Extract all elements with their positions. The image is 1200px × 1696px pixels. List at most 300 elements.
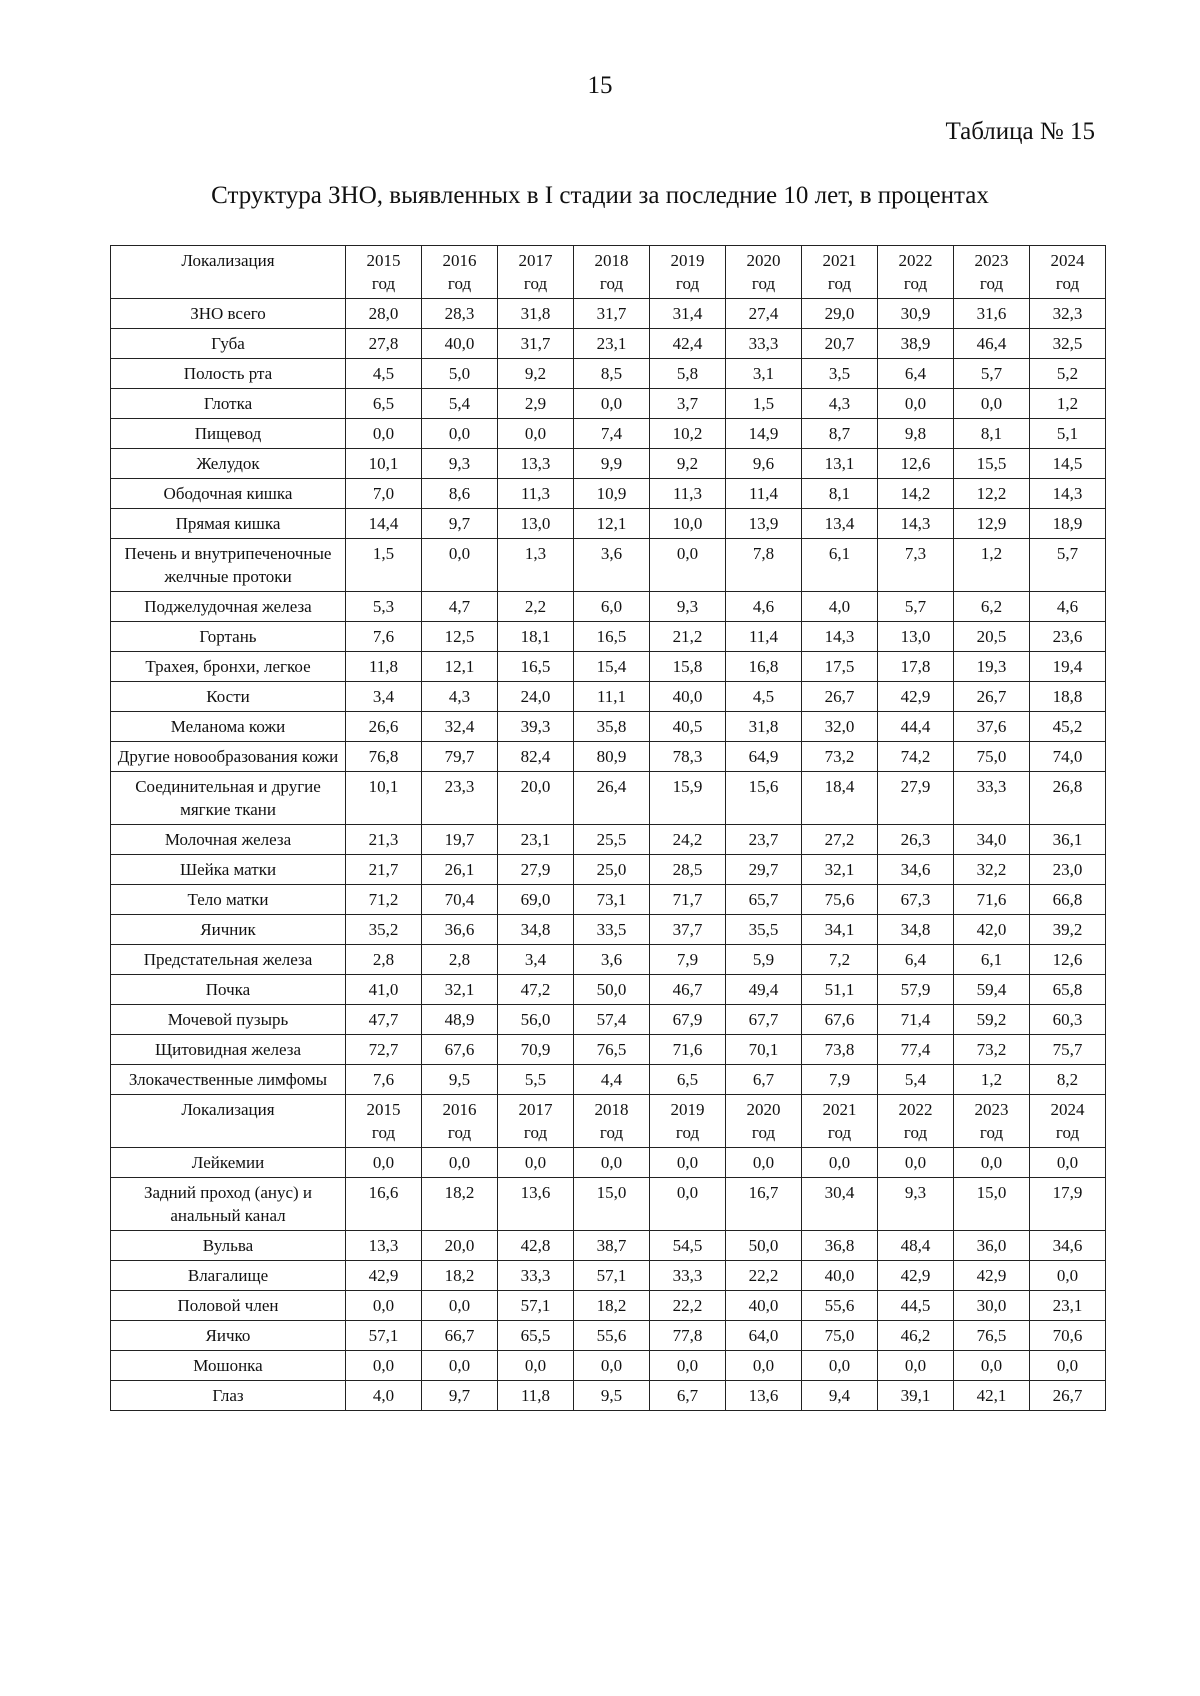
table-cell: 71,7 (650, 885, 726, 915)
table-cell: 45,2 (1030, 712, 1106, 742)
table-cell: 42,9 (954, 1261, 1030, 1291)
table-cell: 66,8 (1030, 885, 1106, 915)
table-cell: 0,0 (498, 1351, 574, 1381)
table-cell: 18,2 (422, 1178, 498, 1231)
table-row (111, 1178, 1106, 1231)
header-year: 2023 год (954, 1095, 1030, 1148)
table-cell: 23,1 (1030, 1291, 1106, 1321)
row-label: Желудок (111, 449, 346, 479)
table-cell: 37,7 (650, 915, 726, 945)
header-year: 2019 год (650, 246, 726, 299)
table-cell: 13,4 (802, 509, 878, 539)
row-label: Мошонка (111, 1351, 346, 1381)
table-cell: 9,7 (422, 509, 498, 539)
table-cell: 32,5 (1030, 329, 1106, 359)
table-cell: 4,6 (1030, 592, 1106, 622)
header-year: 2021 год (802, 1095, 878, 1148)
table-cell: 32,2 (954, 855, 1030, 885)
table-cell: 44,4 (878, 712, 954, 742)
table-cell: 0,0 (422, 539, 498, 592)
table-cell: 0,0 (726, 1351, 802, 1381)
table-cell: 70,9 (498, 1035, 574, 1065)
table-row (111, 449, 1106, 479)
header-row (111, 1095, 1106, 1148)
table-cell: 9,3 (878, 1178, 954, 1231)
table-cell: 12,1 (422, 652, 498, 682)
table-row (111, 682, 1106, 712)
table-cell: 18,8 (1030, 682, 1106, 712)
table-cell: 60,3 (1030, 1005, 1106, 1035)
table-cell: 28,5 (650, 855, 726, 885)
table-cell: 76,8 (346, 742, 422, 772)
table-cell: 33,3 (498, 1261, 574, 1291)
table-row (111, 1231, 1106, 1261)
table-cell: 34,6 (1030, 1231, 1106, 1261)
table-cell: 8,1 (954, 419, 1030, 449)
header-year: 2021 год (802, 246, 878, 299)
table-cell: 9,3 (650, 592, 726, 622)
table-cell: 26,8 (1030, 772, 1106, 825)
table-cell: 31,7 (498, 329, 574, 359)
table-cell: 2,2 (498, 592, 574, 622)
table-cell: 3,4 (346, 682, 422, 712)
table-cell: 11,3 (650, 479, 726, 509)
table-cell: 18,9 (1030, 509, 1106, 539)
table-cell: 31,4 (650, 299, 726, 329)
table-cell: 0,0 (878, 1148, 954, 1178)
header-year: 2017 год (498, 1095, 574, 1148)
table-cell: 36,0 (954, 1231, 1030, 1261)
table-cell: 31,8 (498, 299, 574, 329)
table-cell: 2,9 (498, 389, 574, 419)
table-cell: 10,1 (346, 772, 422, 825)
table-cell: 27,4 (726, 299, 802, 329)
table-cell: 74,0 (1030, 742, 1106, 772)
table-cell: 40,0 (802, 1261, 878, 1291)
table-row (111, 1035, 1106, 1065)
table-cell: 50,0 (574, 975, 650, 1005)
table-cell: 42,9 (878, 1261, 954, 1291)
table-row (111, 742, 1106, 772)
table-cell: 7,6 (346, 1065, 422, 1095)
table-cell: 55,6 (574, 1321, 650, 1351)
table-cell: 40,0 (422, 329, 498, 359)
table-cell: 4,5 (726, 682, 802, 712)
table-cell: 22,2 (726, 1261, 802, 1291)
table-cell: 6,1 (954, 945, 1030, 975)
table-cell: 21,2 (650, 622, 726, 652)
table-cell: 30,9 (878, 299, 954, 329)
table-cell: 0,0 (802, 1351, 878, 1381)
table-cell: 14,3 (802, 622, 878, 652)
row-label: Другие новообразования кожи (111, 742, 346, 772)
table-cell: 77,4 (878, 1035, 954, 1065)
table-row (111, 592, 1106, 622)
header-year: 2022 год (878, 246, 954, 299)
table-cell: 32,3 (1030, 299, 1106, 329)
table-cell: 11,1 (574, 682, 650, 712)
table-cell: 42,9 (346, 1261, 422, 1291)
table-cell: 33,5 (574, 915, 650, 945)
table-cell: 14,3 (878, 509, 954, 539)
table-cell: 12,5 (422, 622, 498, 652)
table-cell: 23,0 (1030, 855, 1106, 885)
table-cell: 6,4 (878, 945, 954, 975)
table-cell: 55,6 (802, 1291, 878, 1321)
table-cell: 0,0 (422, 1351, 498, 1381)
table-cell: 6,2 (954, 592, 1030, 622)
row-label: Губа (111, 329, 346, 359)
table-cell: 10,2 (650, 419, 726, 449)
table-cell: 7,0 (346, 479, 422, 509)
table-cell: 42,4 (650, 329, 726, 359)
table-cell: 67,6 (802, 1005, 878, 1035)
table-cell: 17,9 (1030, 1178, 1106, 1231)
table-cell: 32,1 (802, 855, 878, 885)
table-cell: 42,0 (954, 915, 1030, 945)
table-cell: 64,0 (726, 1321, 802, 1351)
table-cell: 20,5 (954, 622, 1030, 652)
table-cell: 5,7 (878, 592, 954, 622)
page-number: 15 (587, 72, 613, 99)
row-label: Глаз (111, 1381, 346, 1411)
table-cell: 3,1 (726, 359, 802, 389)
table-cell: 57,4 (574, 1005, 650, 1035)
table-cell: 73,1 (574, 885, 650, 915)
header-year: 2020 год (726, 1095, 802, 1148)
header-year: 2018 год (574, 1095, 650, 1148)
table-cell: 24,2 (650, 825, 726, 855)
table-cell: 67,9 (650, 1005, 726, 1035)
table-cell: 0,0 (574, 1351, 650, 1381)
table-cell: 39,3 (498, 712, 574, 742)
table-cell: 21,3 (346, 825, 422, 855)
table-cell: 25,5 (574, 825, 650, 855)
table-cell: 0,0 (346, 1351, 422, 1381)
table-cell: 5,7 (1030, 539, 1106, 592)
table-cell: 3,5 (802, 359, 878, 389)
table-cell: 9,2 (498, 359, 574, 389)
table-cell: 35,2 (346, 915, 422, 945)
header-location: Локализация (111, 1095, 346, 1148)
table-cell: 42,8 (498, 1231, 574, 1261)
table-row (111, 359, 1106, 389)
header-year: 2016 год (422, 246, 498, 299)
table-cell: 14,9 (726, 419, 802, 449)
table-cell: 21,7 (346, 855, 422, 885)
table-cell: 23,1 (498, 825, 574, 855)
table-cell: 0,0 (346, 1148, 422, 1178)
table-cell: 5,7 (954, 359, 1030, 389)
table-row (111, 652, 1106, 682)
table-cell: 64,9 (726, 742, 802, 772)
table-cell: 0,0 (650, 539, 726, 592)
table-cell: 26,7 (1030, 1381, 1106, 1411)
table-row (111, 772, 1106, 825)
table-cell: 0,0 (878, 389, 954, 419)
table-cell: 80,9 (574, 742, 650, 772)
table-cell: 76,5 (574, 1035, 650, 1065)
table-cell: 72,7 (346, 1035, 422, 1065)
table-cell: 16,8 (726, 652, 802, 682)
table-cell: 5,1 (1030, 419, 1106, 449)
table-cell: 4,3 (802, 389, 878, 419)
table-cell: 27,8 (346, 329, 422, 359)
row-label: Печень и внутрипеченочные желчные протоки (111, 539, 346, 592)
table-cell: 36,1 (1030, 825, 1106, 855)
table-cell: 1,2 (1030, 389, 1106, 419)
table-row (111, 389, 1106, 419)
table-cell: 5,8 (650, 359, 726, 389)
table-cell: 8,7 (802, 419, 878, 449)
table-cell: 0,0 (1030, 1148, 1106, 1178)
table-cell: 34,8 (498, 915, 574, 945)
table-cell: 6,5 (650, 1065, 726, 1095)
table-cell: 42,1 (954, 1381, 1030, 1411)
table-cell: 4,7 (422, 592, 498, 622)
table-cell: 20,7 (802, 329, 878, 359)
table-cell: 5,5 (498, 1065, 574, 1095)
table-cell: 35,5 (726, 915, 802, 945)
row-label: Почка (111, 975, 346, 1005)
table-cell: 4,4 (574, 1065, 650, 1095)
table-cell: 49,4 (726, 975, 802, 1005)
table-cell: 13,0 (878, 622, 954, 652)
table-cell: 70,1 (726, 1035, 802, 1065)
table-row (111, 419, 1106, 449)
table-cell: 59,2 (954, 1005, 1030, 1035)
table-cell: 8,1 (802, 479, 878, 509)
table-row (111, 509, 1106, 539)
header-location: Локализация (111, 246, 346, 299)
table-cell: 9,8 (878, 419, 954, 449)
table-cell: 12,1 (574, 509, 650, 539)
table-cell: 6,0 (574, 592, 650, 622)
header-year: 2015 год (346, 246, 422, 299)
table-cell: 59,4 (954, 975, 1030, 1005)
table-cell: 8,2 (1030, 1065, 1106, 1095)
table-cell: 6,1 (802, 539, 878, 592)
table-cell: 0,0 (422, 1148, 498, 1178)
table-cell: 12,9 (954, 509, 1030, 539)
table-cell: 15,0 (574, 1178, 650, 1231)
table-cell: 26,7 (954, 682, 1030, 712)
table-cell: 0,0 (498, 1148, 574, 1178)
table-row (111, 945, 1106, 975)
row-label: Яичник (111, 915, 346, 945)
table-cell: 66,7 (422, 1321, 498, 1351)
table-cell: 4,3 (422, 682, 498, 712)
table-cell: 57,1 (498, 1291, 574, 1321)
table-cell: 1,3 (498, 539, 574, 592)
table-cell: 1,5 (726, 389, 802, 419)
table-cell: 12,6 (878, 449, 954, 479)
row-label: Щитовидная железа (111, 1035, 346, 1065)
row-label: Меланома кожи (111, 712, 346, 742)
table-cell: 74,2 (878, 742, 954, 772)
row-label: Трахея, бронхи, легкое (111, 652, 346, 682)
table-cell: 0,0 (802, 1148, 878, 1178)
table-cell: 77,8 (650, 1321, 726, 1351)
row-label: Шейка матки (111, 855, 346, 885)
table-row (111, 622, 1106, 652)
table-cell: 0,0 (498, 419, 574, 449)
table-cell: 19,3 (954, 652, 1030, 682)
header-year: 2015 год (346, 1095, 422, 1148)
table-cell: 1,2 (954, 1065, 1030, 1095)
table-cell: 0,0 (954, 1351, 1030, 1381)
row-label: Лейкемии (111, 1148, 346, 1178)
row-label: Молочная железа (111, 825, 346, 855)
table-cell: 6,5 (346, 389, 422, 419)
table-cell: 0,0 (574, 389, 650, 419)
table-cell: 2,8 (422, 945, 498, 975)
table-cell: 34,6 (878, 855, 954, 885)
table-cell: 19,4 (1030, 652, 1106, 682)
table-cell: 28,3 (422, 299, 498, 329)
table-cell: 6,7 (726, 1065, 802, 1095)
row-label: Ободочная кишка (111, 479, 346, 509)
row-label: Злокачественные лимфомы (111, 1065, 346, 1095)
table-cell: 0,0 (346, 1291, 422, 1321)
table-cell: 9,2 (650, 449, 726, 479)
table-cell: 27,9 (498, 855, 574, 885)
table-cell: 78,3 (650, 742, 726, 772)
table-cell: 16,5 (498, 652, 574, 682)
table-cell: 7,9 (650, 945, 726, 975)
table-cell: 39,1 (878, 1381, 954, 1411)
table-cell: 48,4 (878, 1231, 954, 1261)
table-cell: 18,1 (498, 622, 574, 652)
table-cell: 5,3 (346, 592, 422, 622)
table-cell: 57,1 (346, 1321, 422, 1351)
table-cell: 57,1 (574, 1261, 650, 1291)
table-cell: 31,7 (574, 299, 650, 329)
table-cell: 35,8 (574, 712, 650, 742)
table-cell: 31,8 (726, 712, 802, 742)
table-cell: 9,5 (422, 1065, 498, 1095)
table-cell: 7,4 (574, 419, 650, 449)
table-cell: 54,5 (650, 1231, 726, 1261)
table-cell: 0,0 (650, 1351, 726, 1381)
header-year: 2016 год (422, 1095, 498, 1148)
table-cell: 23,7 (726, 825, 802, 855)
row-label: Гортань (111, 622, 346, 652)
table-cell: 73,2 (954, 1035, 1030, 1065)
table-cell: 70,6 (1030, 1321, 1106, 1351)
table-cell: 2,8 (346, 945, 422, 975)
table-cell: 0,0 (878, 1351, 954, 1381)
table-cell: 18,2 (574, 1291, 650, 1321)
table-cell: 23,1 (574, 329, 650, 359)
row-label: Предстательная железа (111, 945, 346, 975)
row-label: Полость рта (111, 359, 346, 389)
table-cell: 11,4 (726, 622, 802, 652)
table-cell: 13,9 (726, 509, 802, 539)
table-cell: 0,0 (422, 1291, 498, 1321)
table-cell: 9,5 (574, 1381, 650, 1411)
table-cell: 26,1 (422, 855, 498, 885)
table-cell: 28,0 (346, 299, 422, 329)
table-cell: 20,0 (422, 1231, 498, 1261)
table-cell: 27,9 (878, 772, 954, 825)
header-year: 2024 год (1030, 1095, 1106, 1148)
table-title: Структура ЗНО, выявленных в I стадии за последние 10 лет, в процентах (211, 182, 989, 209)
table-cell: 15,4 (574, 652, 650, 682)
table-cell: 23,6 (1030, 622, 1106, 652)
table-cell: 15,9 (650, 772, 726, 825)
table-cell: 18,4 (802, 772, 878, 825)
table-cell: 0,0 (1030, 1351, 1106, 1381)
table-cell: 25,0 (574, 855, 650, 885)
table-cell: 34,0 (954, 825, 1030, 855)
table-cell: 0,0 (422, 419, 498, 449)
table-cell: 1,5 (346, 539, 422, 592)
table-cell: 0,0 (650, 1148, 726, 1178)
table-cell: 14,3 (1030, 479, 1106, 509)
table-cell: 29,7 (726, 855, 802, 885)
table-row (111, 1321, 1106, 1351)
row-label: Пищевод (111, 419, 346, 449)
table-cell: 7,9 (802, 1065, 878, 1095)
table-cell: 47,7 (346, 1005, 422, 1035)
table-cell: 10,9 (574, 479, 650, 509)
table-cell: 36,8 (802, 1231, 878, 1261)
table-cell: 46,2 (878, 1321, 954, 1351)
table-cell: 13,6 (498, 1178, 574, 1231)
table-cell: 75,0 (802, 1321, 878, 1351)
table-cell: 15,0 (954, 1178, 1030, 1231)
table-cell: 67,3 (878, 885, 954, 915)
table-cell: 31,6 (954, 299, 1030, 329)
table-row (111, 1148, 1106, 1178)
table-cell: 14,2 (878, 479, 954, 509)
table-cell: 47,2 (498, 975, 574, 1005)
table-cell: 38,7 (574, 1231, 650, 1261)
table-cell: 7,3 (878, 539, 954, 592)
header-year: 2018 год (574, 246, 650, 299)
table-cell: 26,7 (802, 682, 878, 712)
table-cell: 8,6 (422, 479, 498, 509)
table-cell: 67,7 (726, 1005, 802, 1035)
table-cell: 4,0 (802, 592, 878, 622)
table-row (111, 915, 1106, 945)
table-cell: 5,4 (878, 1065, 954, 1095)
row-label: Тело матки (111, 885, 346, 915)
table-row (111, 712, 1106, 742)
table-cell: 75,7 (1030, 1035, 1106, 1065)
table-cell: 30,4 (802, 1178, 878, 1231)
table-cell: 9,3 (422, 449, 498, 479)
table-cell: 44,5 (878, 1291, 954, 1321)
table-cell: 0,0 (574, 1148, 650, 1178)
table-cell: 23,3 (422, 772, 498, 825)
header-year: 2017 год (498, 246, 574, 299)
table-row (111, 825, 1106, 855)
row-label: Половой член (111, 1291, 346, 1321)
table-row (111, 479, 1106, 509)
table-cell: 8,5 (574, 359, 650, 389)
row-label: Влагалище (111, 1261, 346, 1291)
table-cell: 5,4 (422, 389, 498, 419)
table-cell: 9,9 (574, 449, 650, 479)
table-cell: 33,3 (650, 1261, 726, 1291)
table-cell: 0,0 (954, 389, 1030, 419)
table-cell: 24,0 (498, 682, 574, 712)
table-cell: 0,0 (954, 1148, 1030, 1178)
table-cell: 46,4 (954, 329, 1030, 359)
table-row (111, 1381, 1106, 1411)
